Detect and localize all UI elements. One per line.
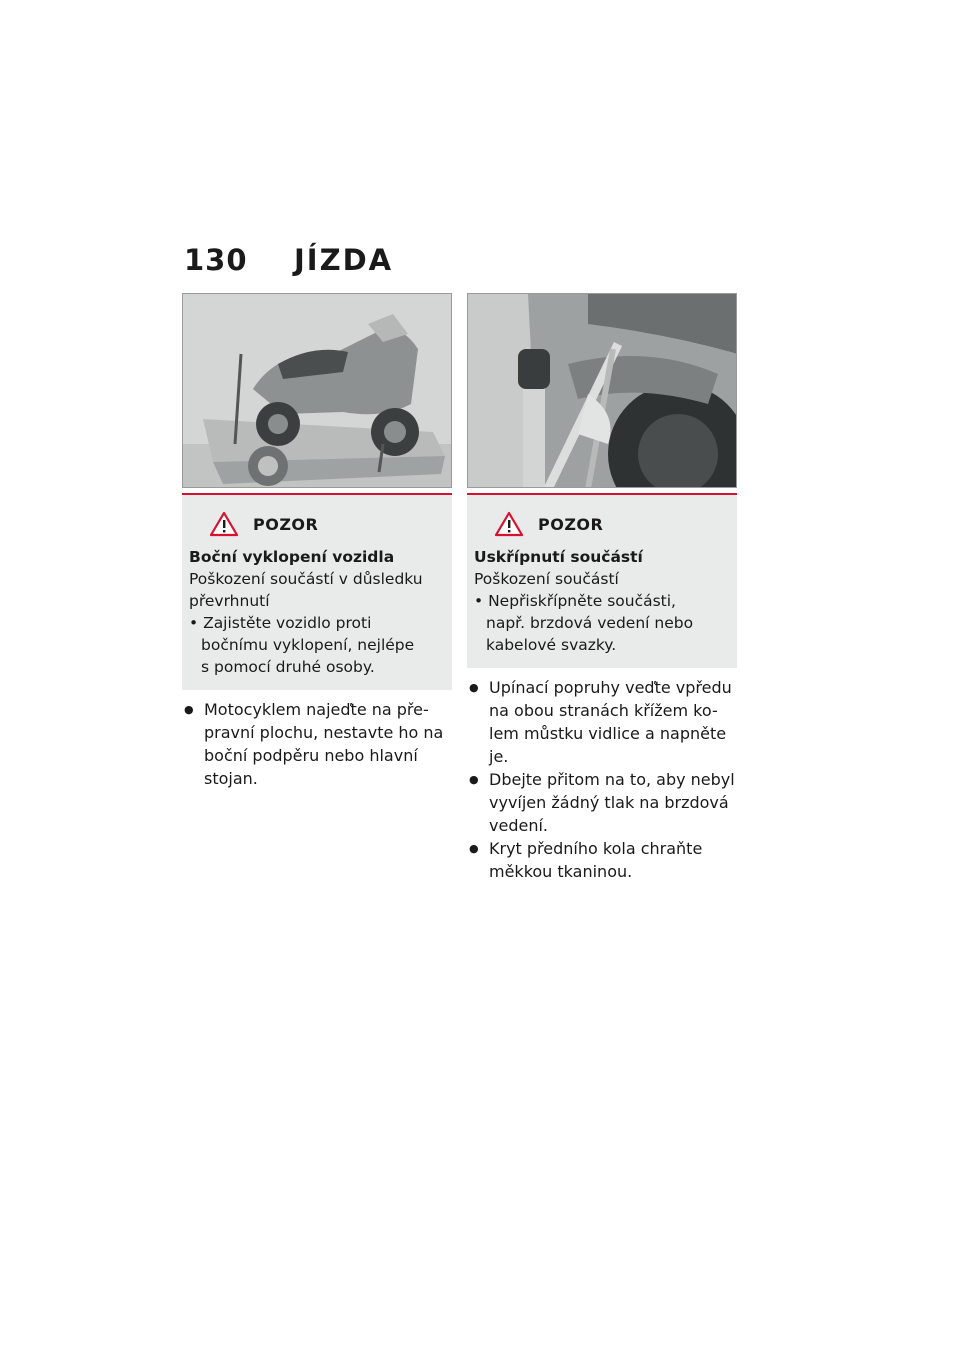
warning-bullet-line: s pomocí druhé osoby. bbox=[201, 658, 375, 676]
warning-description-line: Poškození součástí bbox=[474, 570, 619, 588]
step-line: boční podpěru nebo hlavní bbox=[204, 746, 418, 765]
right-column bbox=[467, 293, 737, 883]
step-line: ● Upínací popruhy veďte vpředu bbox=[489, 678, 732, 697]
warning-box bbox=[467, 493, 737, 668]
step-line: stojan. bbox=[204, 769, 258, 788]
warning-label: POZOR bbox=[253, 514, 319, 534]
step-line: na obou stranách křížem ko- bbox=[489, 701, 718, 720]
step-line: měkkou tkaninou. bbox=[489, 862, 633, 881]
instruction-step bbox=[467, 837, 737, 883]
instruction-step bbox=[182, 698, 452, 790]
step-line: vyvíjen žádný tlak na brzdová bbox=[489, 793, 729, 812]
warning-bullet-line: • Zajistěte vozidlo proti bbox=[189, 614, 372, 632]
warning-bullet-line: • Nepřiskřípněte součásti, bbox=[474, 592, 676, 610]
page-number: 130 bbox=[184, 243, 248, 277]
warning-header bbox=[474, 509, 730, 539]
step-line: pravní plochu, nestavte ho na bbox=[204, 723, 444, 742]
warning-description-line: Poškození součástí v důsledku bbox=[189, 570, 423, 588]
warning-bullet-line: bočnímu vyklopení, nejlépe bbox=[201, 636, 415, 654]
step-line: ● Dbejte přitom na to, aby nebyl bbox=[489, 770, 735, 789]
warning-description-line: převrhnutí bbox=[189, 592, 270, 610]
step-line: lem můstku vidlice a napněte bbox=[489, 724, 727, 743]
step-line: ● Motocyklem najeďte na pře- bbox=[204, 700, 429, 719]
instruction-step bbox=[467, 676, 737, 768]
step-line: je. bbox=[489, 747, 509, 766]
warning-triangle-icon bbox=[494, 511, 524, 537]
warning-label: POZOR bbox=[538, 514, 604, 534]
instruction-list bbox=[467, 676, 737, 883]
warning-title: Uskřípnutí součástí bbox=[474, 548, 643, 566]
section-title: JÍZDA bbox=[294, 243, 394, 277]
warning-triangle-icon bbox=[209, 511, 239, 537]
warning-header bbox=[189, 509, 445, 539]
scooter-on-trailer-photo bbox=[182, 293, 452, 488]
warning-box bbox=[182, 493, 452, 690]
page-header bbox=[184, 243, 393, 283]
warning-title: Boční vyklopení vozidla bbox=[189, 548, 395, 566]
instruction-list bbox=[182, 698, 452, 790]
left-column bbox=[182, 293, 452, 790]
fork-strapping-photo bbox=[467, 293, 737, 488]
step-line: vedení. bbox=[489, 816, 548, 835]
step-line: ● Kryt předního kola chraňte bbox=[489, 839, 703, 858]
instruction-step bbox=[467, 768, 737, 837]
warning-bullet-line: kabelové svazky. bbox=[486, 636, 617, 654]
warning-bullet-line: např. brzdová vedení nebo bbox=[486, 614, 694, 632]
